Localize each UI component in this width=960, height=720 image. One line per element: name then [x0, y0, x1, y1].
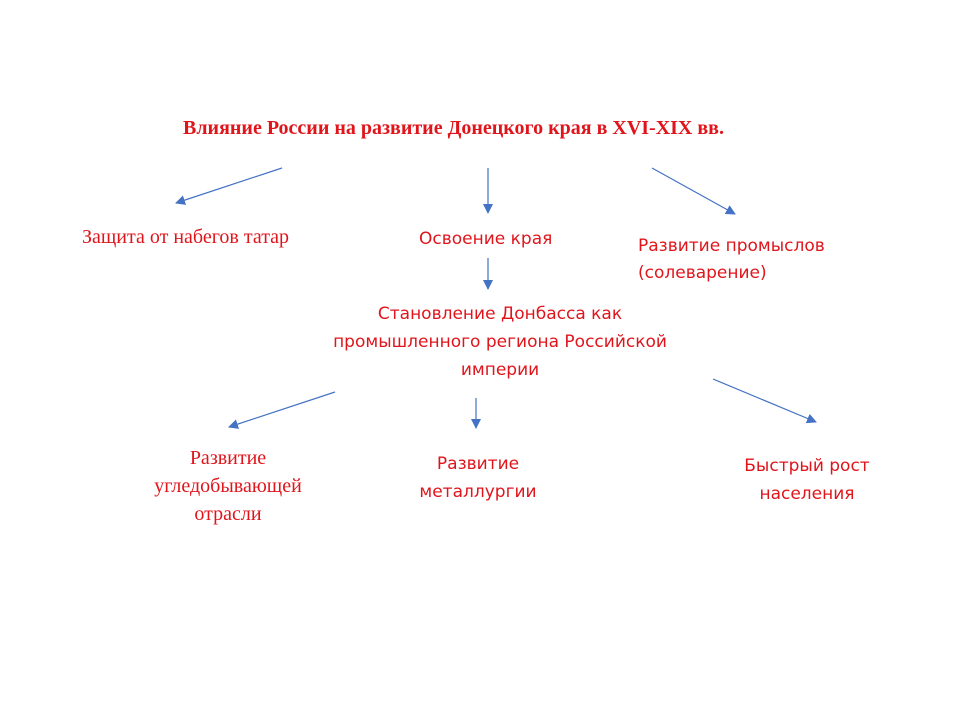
diagram-title: Влияние России на развитие Донецкого края в XVI-XIX вв.	[183, 117, 724, 139]
node-center	[300, 300, 700, 384]
node-coal	[128, 444, 328, 528]
arrow-title-to-crafts	[652, 168, 735, 214]
arrow-title-to-defense	[176, 168, 282, 203]
node-crafts-line1: Развитие промыслов	[638, 236, 825, 256]
node-population-line1: Быстрый рост	[744, 456, 870, 476]
arrow-center-to-coal	[229, 392, 335, 427]
node-development: Освоение края	[419, 229, 553, 249]
node-population	[717, 452, 897, 508]
node-crafts	[638, 233, 825, 287]
node-coal-line3: отрасли	[194, 503, 262, 525]
node-coal-line2: угледобывающей	[154, 475, 302, 497]
node-metal-line2: металлургии	[419, 482, 537, 502]
node-defense: Защита от набегов татар	[82, 226, 290, 248]
node-crafts-line2: (солеварение)	[638, 263, 767, 283]
node-population-line2: населения	[759, 484, 855, 504]
node-center-line3: империи	[460, 360, 540, 380]
node-center-line1: Становление Донбасса как	[377, 304, 623, 324]
node-center-line2: промышленного региона Российской	[333, 332, 667, 352]
arrow-center-to-population	[713, 379, 816, 422]
node-coal-line1: Развитие	[189, 447, 267, 469]
node-metal-line1: Развитие	[436, 454, 520, 474]
node-metal	[388, 450, 568, 506]
